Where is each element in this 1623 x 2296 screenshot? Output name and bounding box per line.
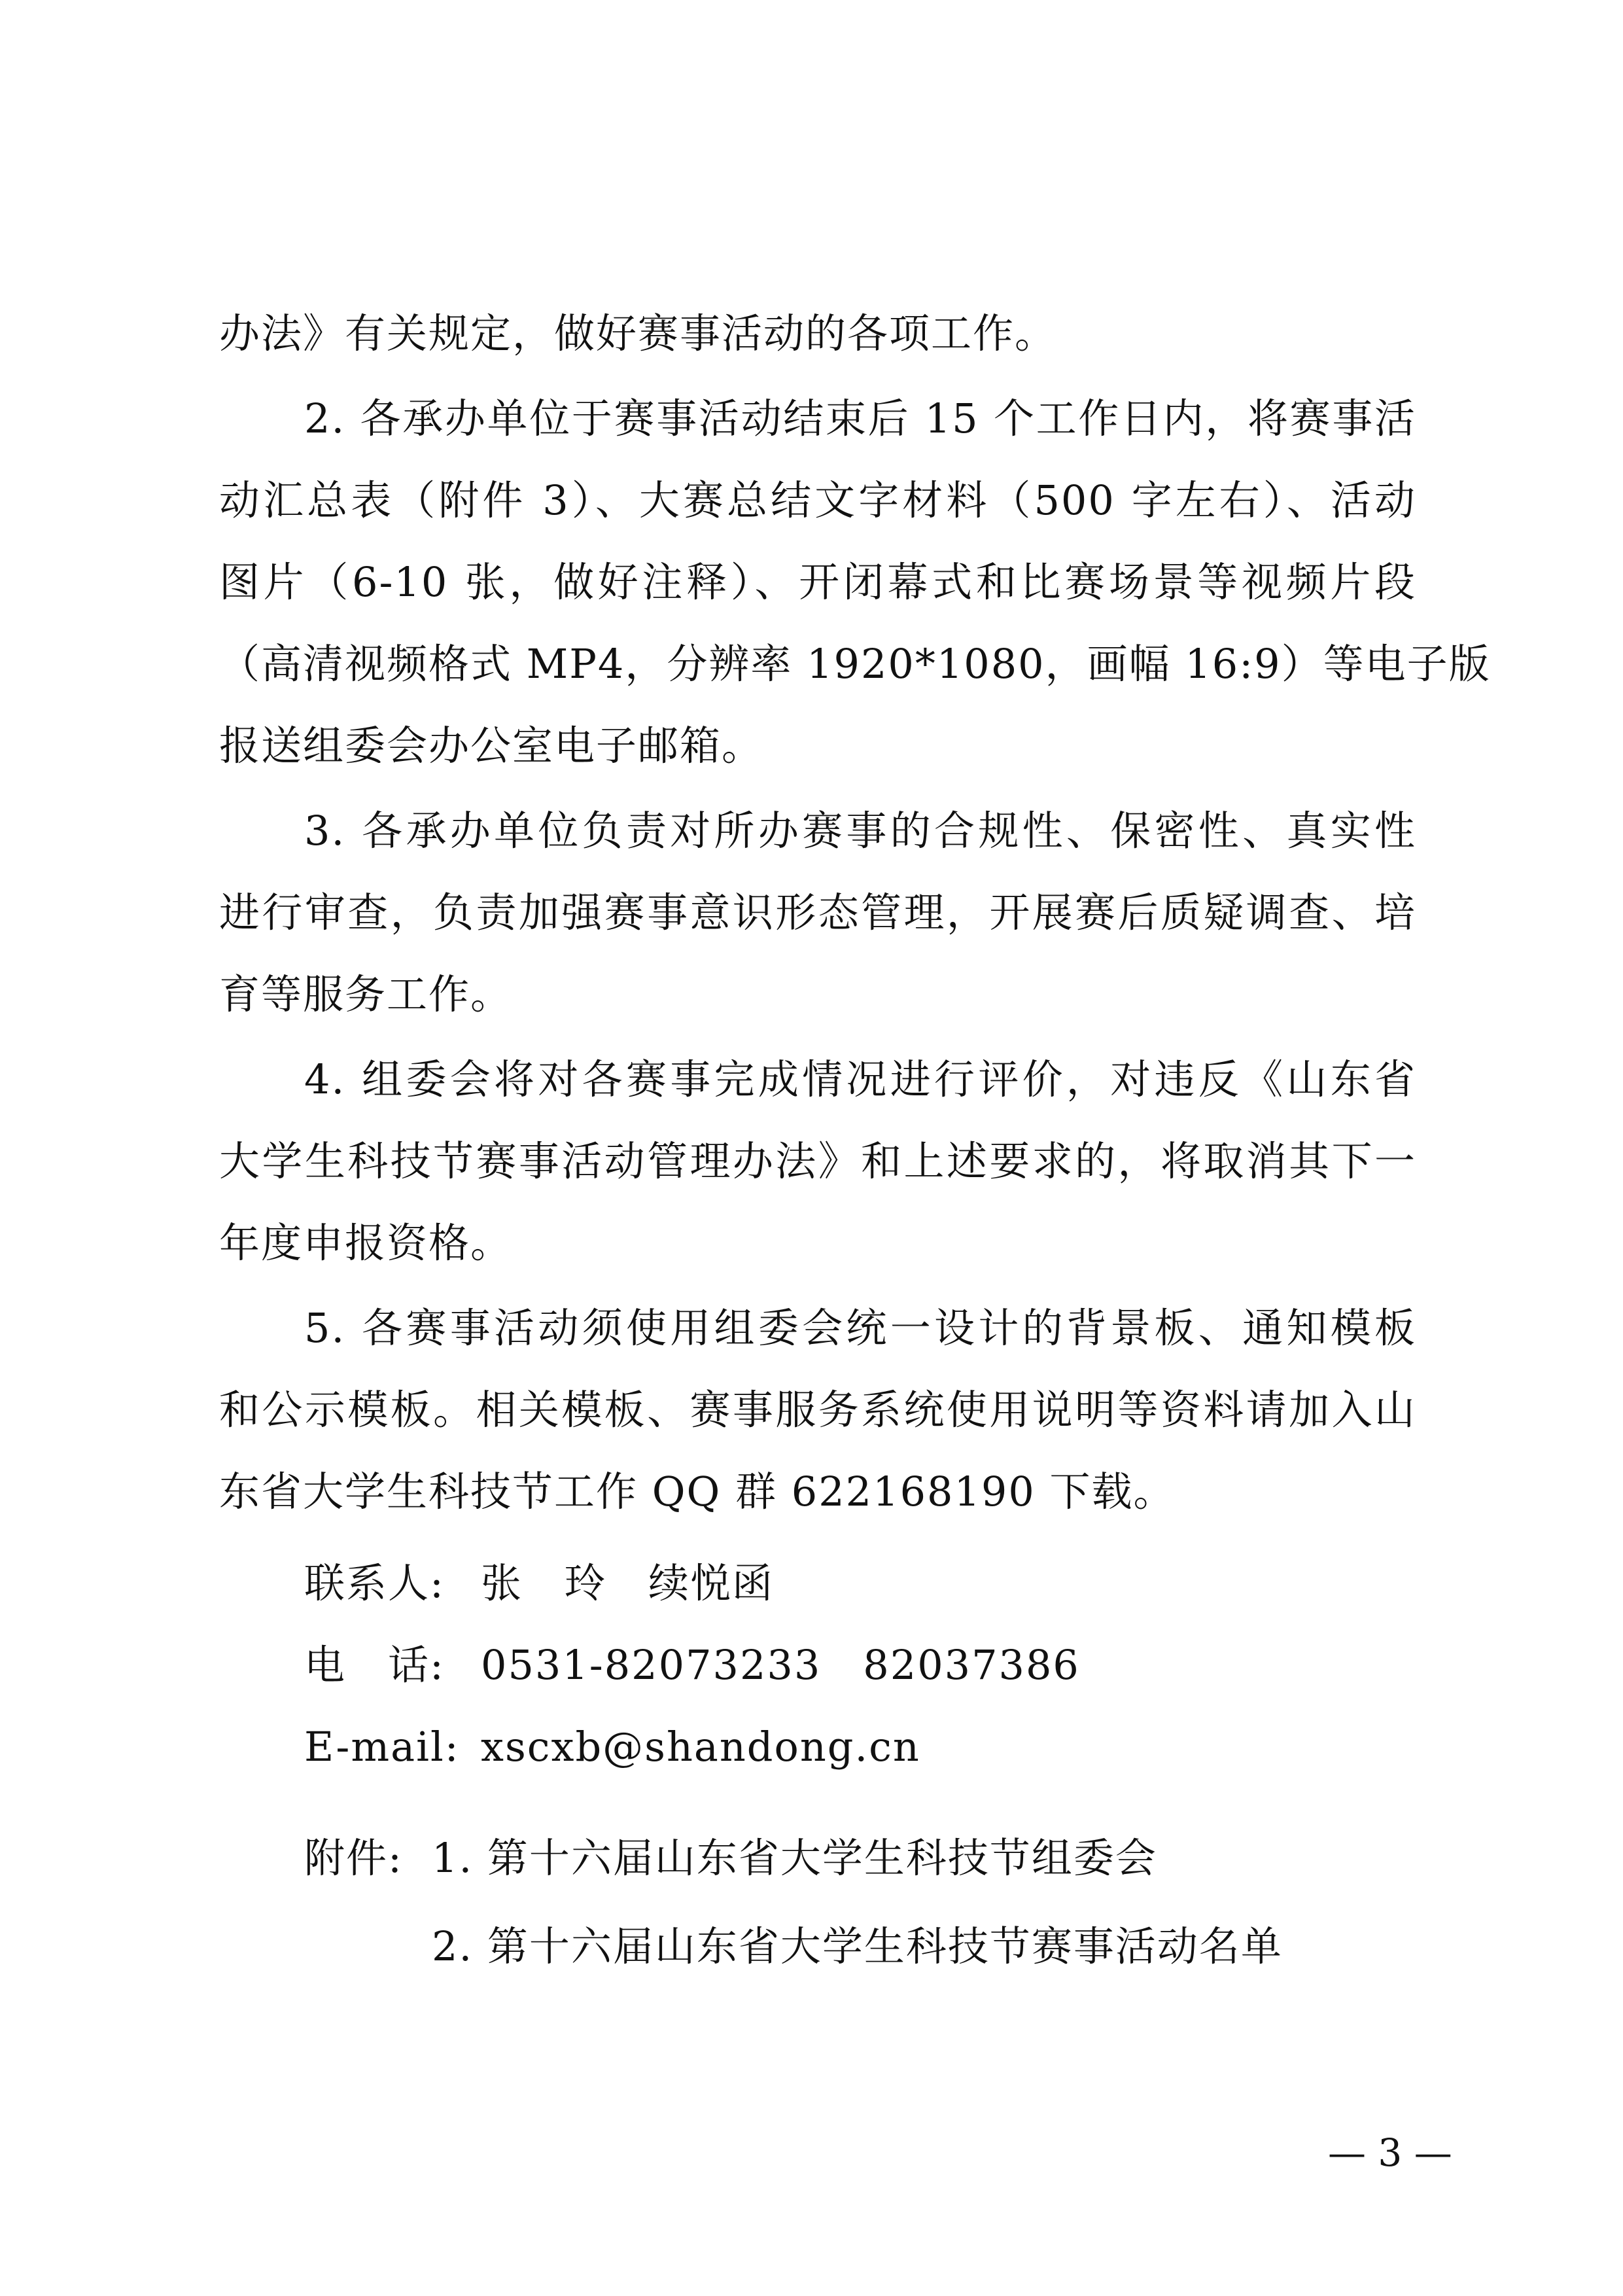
attachment-item-2: 2. 第十六届山东省大学生科技节赛事活动名单 bbox=[432, 1922, 1283, 1970]
contact-phone-value: 0531-82073233 82037386 bbox=[481, 1641, 1080, 1689]
item4-line-2: 大学生科技节赛事活动管理办法》和上述要求的，将取消其下一 bbox=[219, 1137, 1416, 1185]
contact-phone-label: 电 话: bbox=[304, 1641, 445, 1689]
item2-line-1: 2. 各承办单位于赛事活动结束后 15 个工作日内，将赛事活 bbox=[304, 395, 1416, 442]
page-number: — 3 — bbox=[1328, 2130, 1452, 2175]
item2-line-5: 报送组委会办公室电子邮箱。 bbox=[219, 722, 764, 769]
contact-email-label: E-mail: bbox=[304, 1723, 460, 1771]
item4-line-3: 年度申报资格。 bbox=[219, 1219, 513, 1267]
attachments-label: 附件: bbox=[304, 1834, 403, 1882]
item3-line-1: 3. 各承办单位负责对所办赛事的合规性、保密性、真实性 bbox=[304, 807, 1416, 855]
item4-line-1: 4. 组委会将对各赛事完成情况进行评价，对违反《山东省 bbox=[304, 1055, 1416, 1103]
item3-line-3: 育等服务工作。 bbox=[219, 970, 513, 1018]
item5-line-3: 东省大学生科技节工作 QQ 群 622168190 下载。 bbox=[219, 1468, 1176, 1515]
contact-person-label: 联系人: bbox=[304, 1559, 445, 1607]
paragraph-continuation-line: 办法》有关规定，做好赛事活动的各项工作。 bbox=[219, 309, 1057, 357]
item5-line-1: 5. 各赛事活动须使用组委会统一设计的背景板、通知模板 bbox=[304, 1304, 1416, 1352]
contact-email-value[interactable]: xscxb@shandong.cn bbox=[481, 1723, 920, 1771]
item2-line-3: 图片（6-10 张，做好注释）、开闭幕式和比赛场景等视频片段 bbox=[219, 558, 1416, 606]
item3-line-2: 进行审查，负责加强赛事意识形态管理，开展赛后质疑调查、培 bbox=[219, 889, 1416, 936]
contact-person-value: 张 玲 续悦函 bbox=[481, 1559, 775, 1607]
item2-line-2: 动汇总表（附件 3）、大赛总结文字材料（500 字左右）、活动 bbox=[219, 476, 1416, 524]
item2-line-4: （高清视频格式 MP4，分辨率 1920*1080，画幅 16:9）等电子版 bbox=[219, 640, 1491, 688]
item5-line-2: 和公示模板。相关模板、赛事服务系统使用说明等资料请加入山 bbox=[219, 1386, 1416, 1434]
attachment-item-1: 1. 第十六届山东省大学生科技节组委会 bbox=[432, 1834, 1157, 1882]
